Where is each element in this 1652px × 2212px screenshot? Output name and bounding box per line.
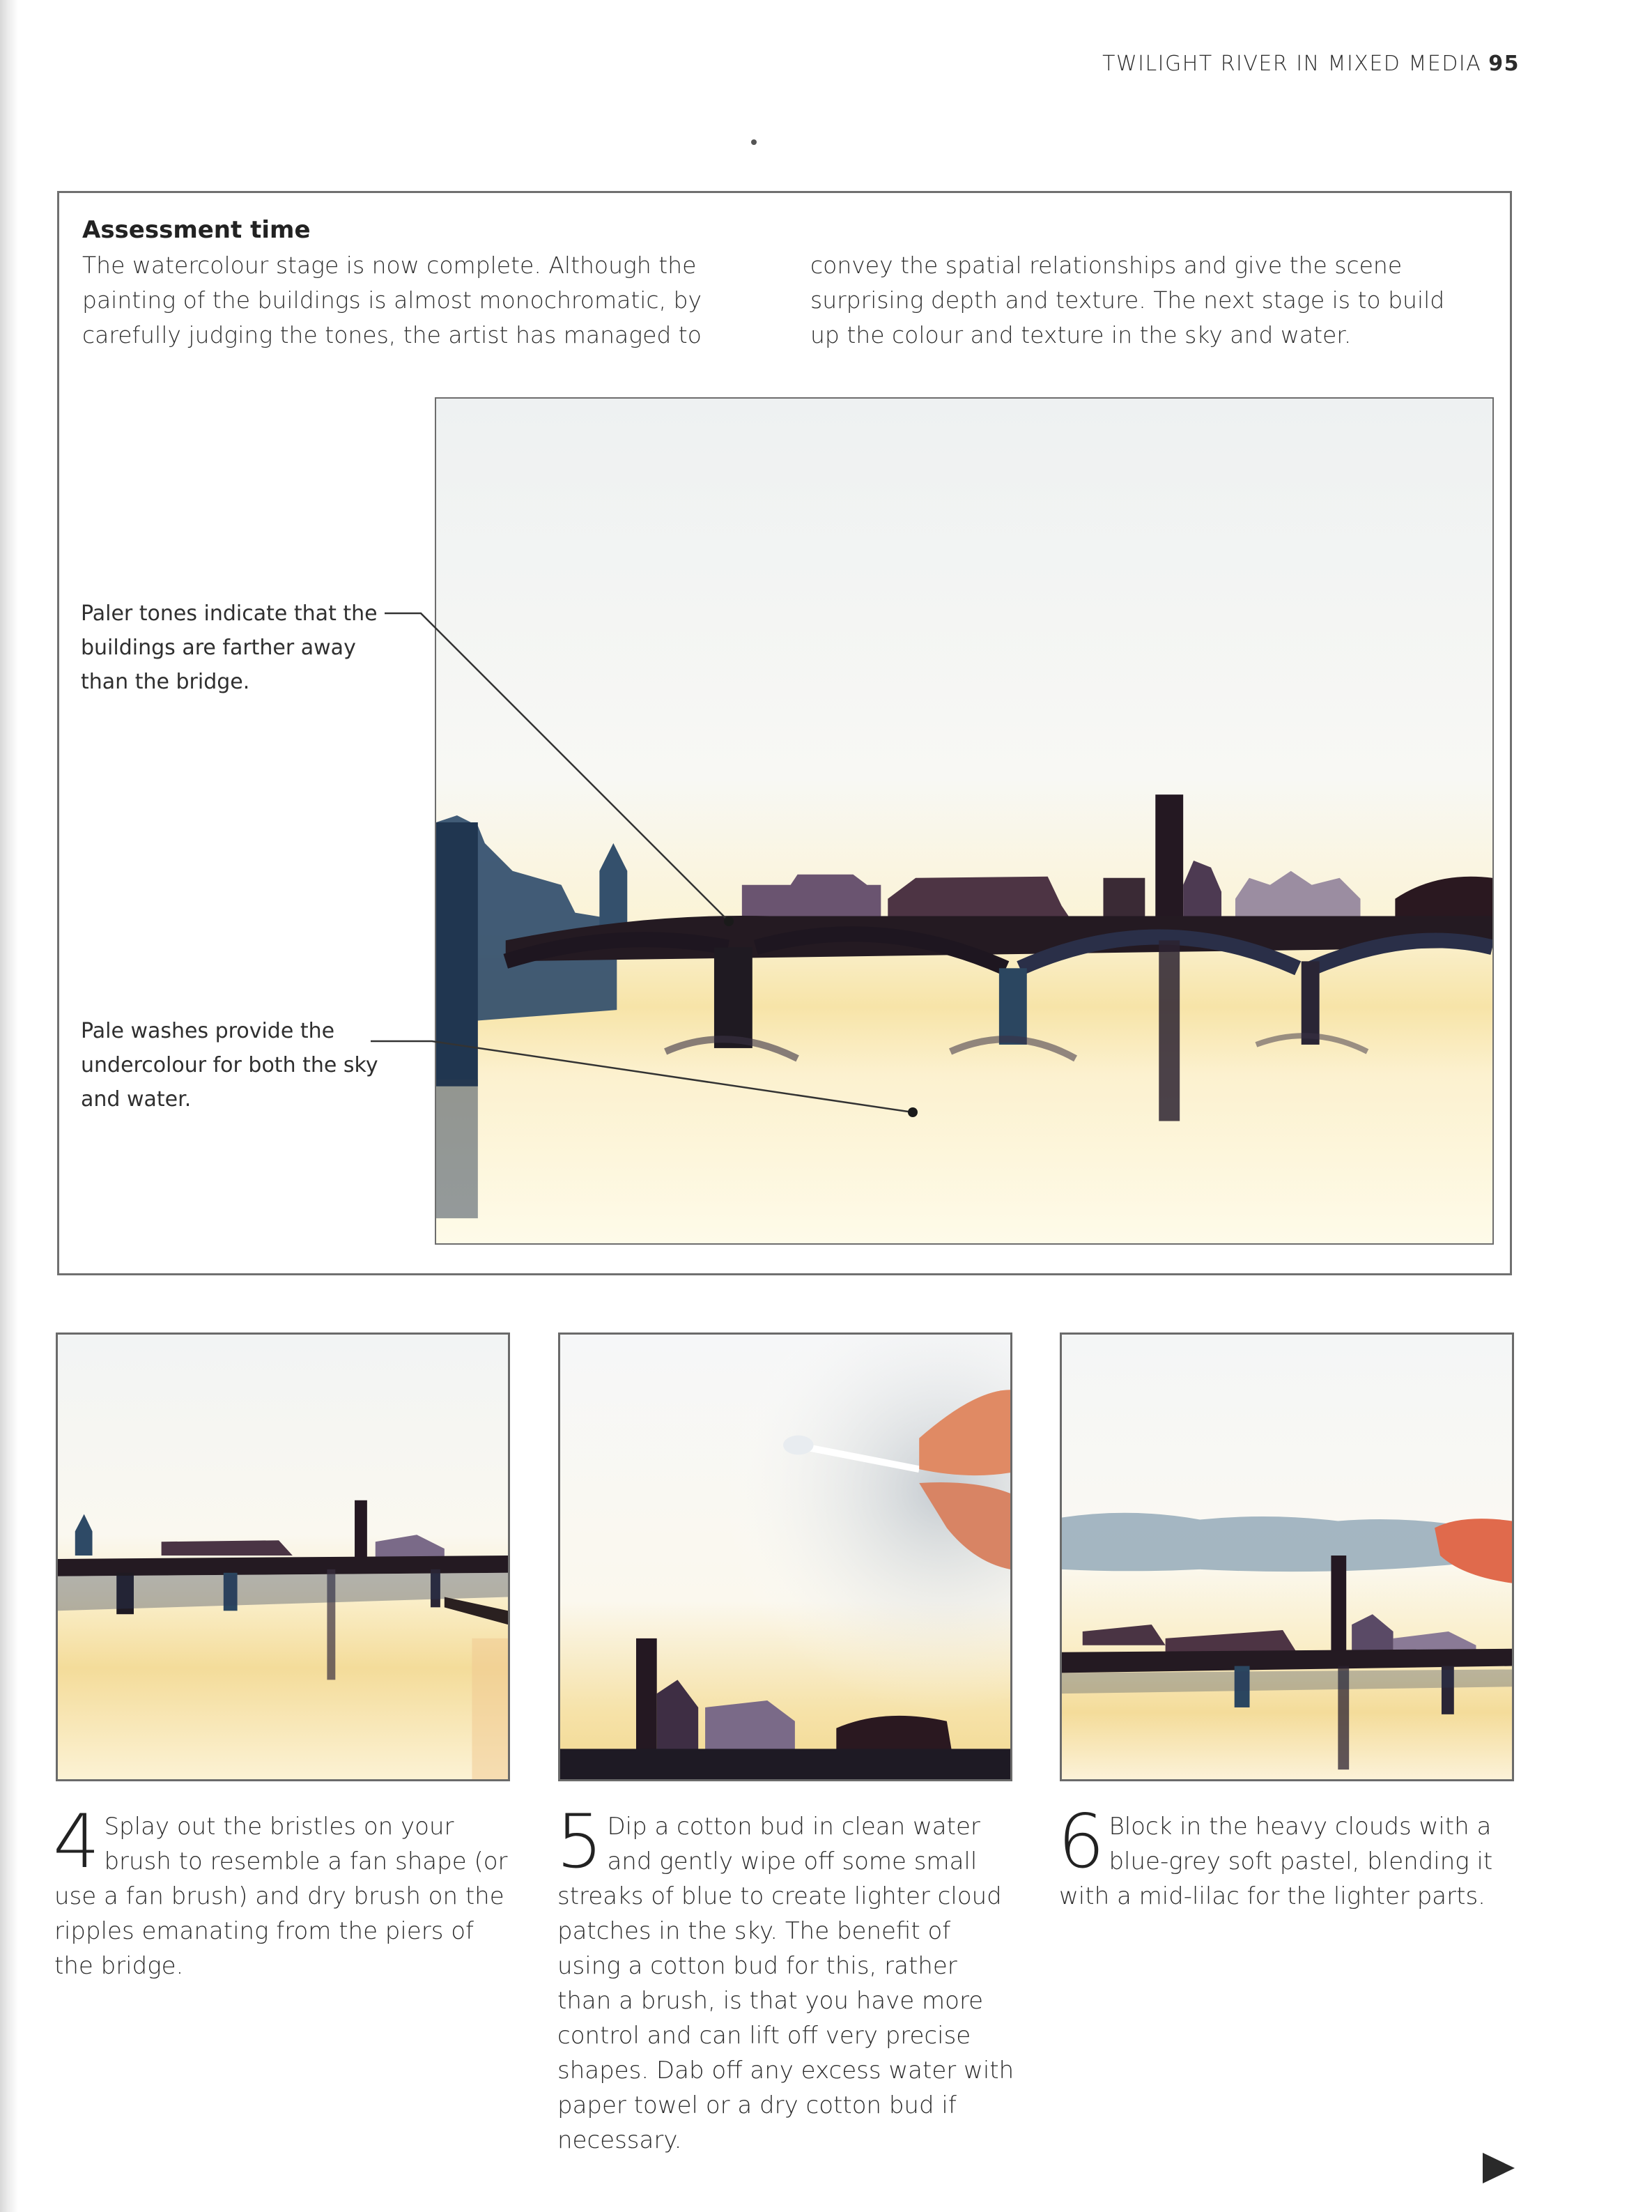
next-page-arrow-icon[interactable] (1483, 2153, 1515, 2183)
step-5-text: Dip a cotton bud in clean water and gently wipe off some small streaks of blue to create lighter cloud patches in the sky. The benefit of using a cotton bud for this, rather than a brush, is that you have more control and can lift off very precise shapes. Dab off any excess water with paper towel or a dry cotton bud if necessary. (557, 1813, 1014, 2154)
step-6-instruction (1058, 1799, 1519, 1914)
step-4-image (56, 1332, 510, 1781)
main-painting-image (435, 397, 1494, 1245)
step-6-number: 6 (1058, 1799, 1105, 1884)
step-5-instruction (556, 1799, 1017, 2158)
callout-pale-washes: Pale washes provide the undercolour for both the sky and water. (81, 1019, 378, 1112)
step-6-text: Block in the heavy clouds with a blue-grey soft pastel, blending it with a mid-lilac for the lighter parts. (1059, 1813, 1493, 1910)
section-title: TWILIGHT RIVER IN MIXED MEDIA (1102, 52, 1482, 76)
print-speck (751, 139, 757, 145)
step-6-image (1060, 1332, 1514, 1781)
callout-paler-tones: Paler tones indicate that the buildings are farther away than the bridge. (81, 601, 378, 694)
assessment-title: Assessment time (82, 216, 311, 244)
page-gutter-shadow (0, 0, 18, 2212)
page-number: 95 (1488, 52, 1520, 76)
step-4-number: 4 (53, 1799, 100, 1884)
step-5-number: 5 (556, 1799, 603, 1884)
step-4-instruction (53, 1799, 514, 1983)
assessment-text-column-1: The watercolour stage is now complete. Although the painting of the buildings is almost monochromatic, by carefully judging the tones, the artist has managed to (82, 252, 702, 348)
running-head (1102, 52, 1520, 76)
assessment-text-column-2: convey the spatial relationships and give the scene surprising depth and texture. The next stage is to build up the colour and texture in the sky and water. (810, 252, 1445, 348)
step-5-image (558, 1332, 1012, 1781)
step-4-text: Splay out the bristles on your brush to resemble a fan shape (or use a fan brush) and dry brush on the ripples emanating from the piers of the bridge. (54, 1813, 508, 1980)
